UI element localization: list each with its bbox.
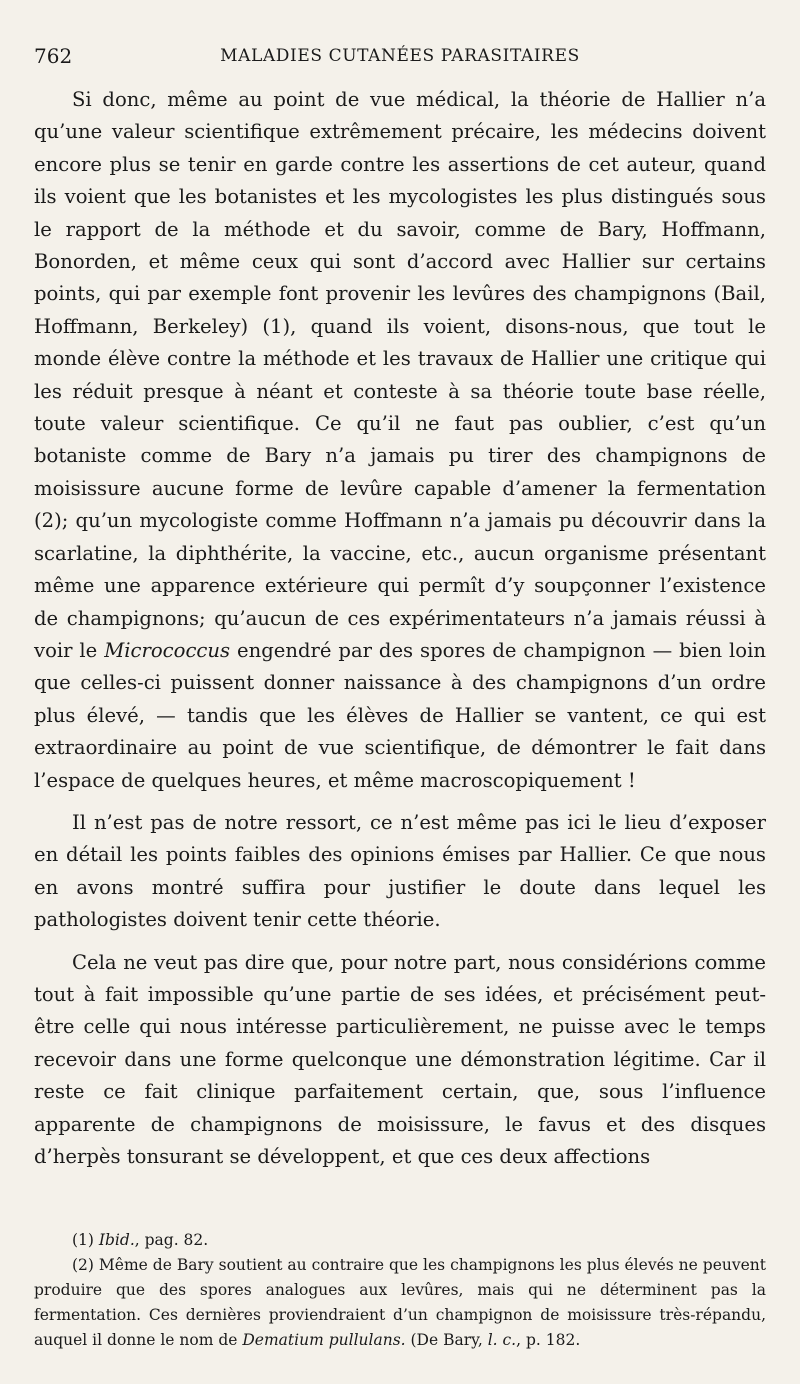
footnote-2-part-1: (2) Même de Bary soutient au contraire que les champignons les plus élevés ne peuvent produire que des spores analogues aux levûres, mais qui ne déterminent pas la fermentation. Ces dernières proviendraient d’un champignon de moisissure très-répandu, auquel il donne le nom de [34, 1256, 766, 1349]
footnotes [34, 1228, 766, 1353]
micrococcus-term: Micrococcus [104, 638, 231, 662]
page-header [34, 38, 766, 74]
paragraph-1 [34, 84, 766, 797]
footnote-1 [34, 1228, 766, 1253]
footnote-2-part-3: , p. 182. [516, 1331, 581, 1349]
footnote-1-ref: Ibid. [98, 1231, 135, 1249]
paragraph-1-part-2: engendré par des spores de champignon — bien loin que celles-ci puissent donner naissance à des champignons d’un ordre plus élevé, — tandis que les élèves de Hallier se vantent, ce qui est extraordinaire au point de vue scientifique, de démontrer le fait dans l’espace de quelques heures, et même macroscopiquement ! [34, 638, 766, 792]
dematium-term: Dematium pullulans. [242, 1331, 406, 1349]
running-title: MALADIES CUTANÉES PARASITAIRES [220, 46, 580, 66]
paragraph-2: Il n’est pas de notre ressort, ce n’est même pas ici le lieu d’exposer en détail les points faibles des opinions émises par Hallier. Ce que nous en avons montré suffira pour justifier le doute dans lequel les pathologistes doivent tenir cette théorie. [34, 810, 766, 932]
footnote-2-part-2: (De Bary, [405, 1331, 488, 1349]
paragraph-3: Cela ne veut pas dire que, pour notre part, nous considérions comme tout à fait impossible qu’une partie de ses idées, et précisément peut-être celle qui nous intéresse particulièrement, ne puisse avec le temps recevoir dans une forme quelconque une démonstration légitime. Car il reste ce fait clinique parfaitement certain, que, sous l’influence apparente de champignons de moisissure, le favus et des disques d’herpès tonsurant se développent, et que ces deux affections [34, 950, 766, 1168]
footnote-1-rest: , pag. 82. [134, 1231, 209, 1249]
body-text [34, 84, 766, 1173]
loc-cit: l. c. [487, 1331, 517, 1349]
paragraph-1-part-1: Si donc, même au point de vue médical, la théorie de Hallier n’a qu’une valeur scientifique extrêmement précaire, les médecins doivent encore plus se tenir en garde contre les assertions de cet auteur, quand ils voient que les botanistes et les mycologistes les plus distingués sous le rapport de la méthode et du savoir, comme de Bary, Hoffmann, Bonorden, et même ceux qui sont d’accord avec Hallier sur certains points, qui par exemple font provenir les levûres des champignons (Bail, Hoffmann, Berkeley) (1), quand ils voient, disons-nous, que tout le monde élève contre la méthode et les travaux de Hallier une critique qui les réduit presque à néant et conteste à sa théorie toute base réelle, toute valeur scientifique. Ce qu’il ne faut pas oublier, c’est qu’un botaniste comme de Bary n’a jamais pu tirer des champignons de moisissure aucune forme de levûre capable d’amener la fermentation (2); qu’un mycologiste comme Hoffmann n’a jamais pu découvrir dans la scarlatine, la diphthérite, la vaccine, etc., aucun organisme présentant même une apparence extérieure qui permît d’y soupçonner l’existence de champignons; qu’aucun de ces expérimentateurs n’a jamais réussi à voir le [34, 88, 766, 662]
footnote-2 [34, 1253, 766, 1353]
page-number: 762 [34, 44, 73, 68]
footnote-1-marker: (1) [72, 1231, 99, 1249]
